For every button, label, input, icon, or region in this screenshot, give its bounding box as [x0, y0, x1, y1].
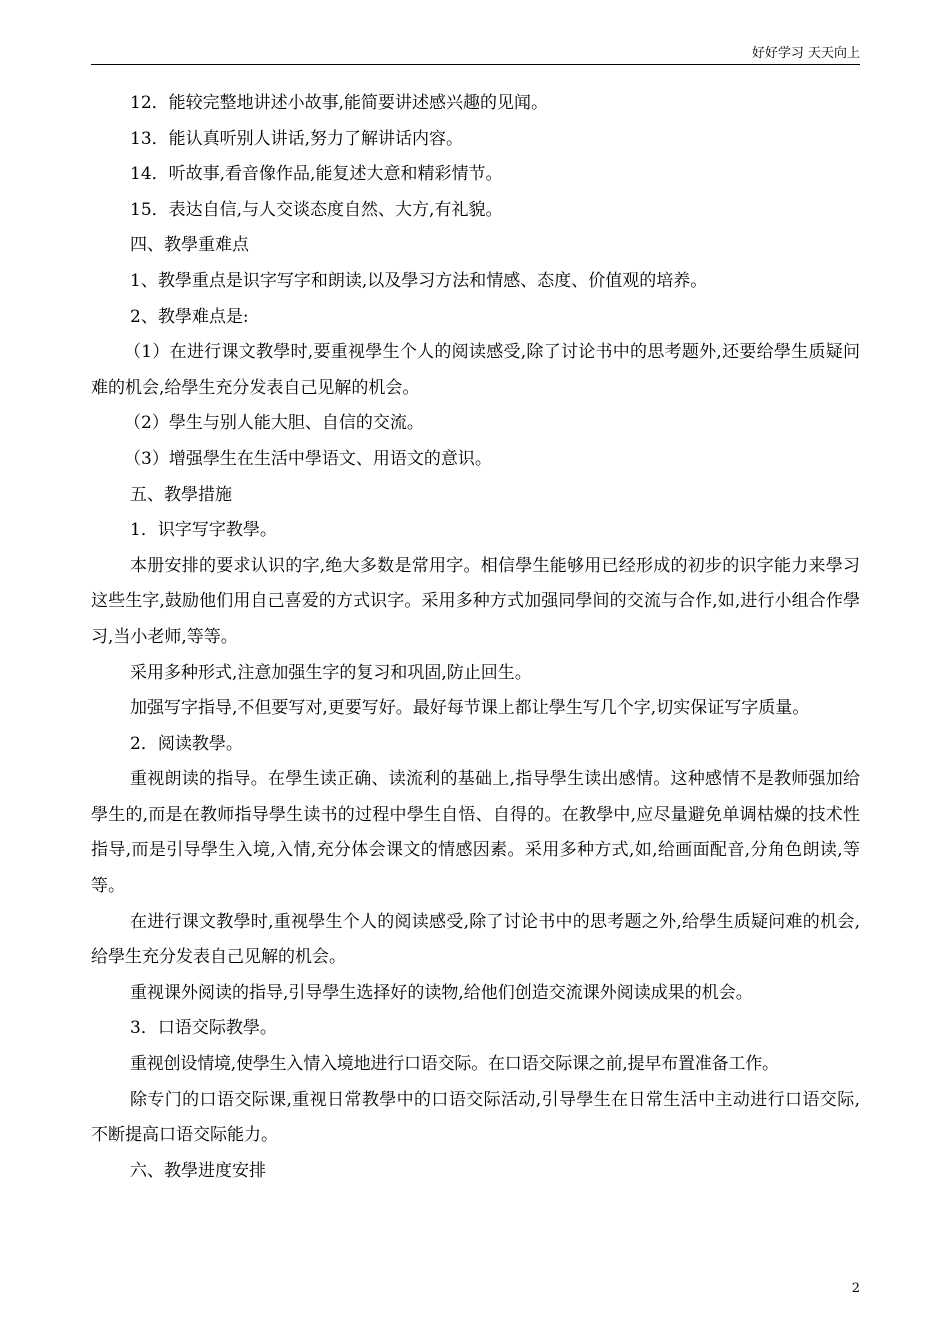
reading-paragraph-3: 重视课外阅读的指导,引导學生选择好的读物,给他们创造交流课外阅读成果的机会。 — [130, 982, 753, 1003]
list-item-13: 13．能认真听别人讲话,努力了解讲话内容。 — [130, 128, 464, 149]
reading-paragraph-2: 在进行课文教學时,重视學生个人的阅读感受,除了讨论书中的思考题之外,给學生质疑问难的机会,给學生充分发表自己见解的机会。 — [91, 911, 860, 968]
difficulty-item-1: （1）在进行课文教學时,要重视學生个人的阅读感受,除了讨论书中的思考题外,还要给學生质疑问难的机会,给學生充分发表自己见解的机会。 — [91, 342, 860, 398]
page-number: 2 — [851, 1281, 860, 1296]
subheading-oral: 3．口语交际教學。 — [130, 1018, 277, 1039]
header-text: 好好学习 天天向上 — [751, 46, 860, 61]
difficulty-item-2: （2）學生与别人能大胆、自信的交流。 — [124, 413, 424, 434]
section-heading-5: 五、教學措施 — [130, 484, 232, 505]
subheading-reading: 2．阅读教學。 — [130, 733, 243, 754]
literacy-paragraph-2: 采用多种形式,注意加强生字的复习和巩固,防止回生。 — [130, 662, 532, 683]
teaching-focus: 1、教學重点是识字写字和朗读,以及學习方法和情感、态度、价值观的培养。 — [130, 270, 708, 291]
reading-paragraph-1: 重视朗读的指导。在學生读正确、读流利的基础上,指导學生读出感情。这种感情不是教师强加给學生的,而是在教师指导學生读书的过程中學生自悟、自得的。在教學中,应尽量避免单调枯燥的技术性指导,而是引导學生入境,入情,充分体会课文的情感因素。采用多种方式,如,给画面配音,分角色朗读,等等。 — [91, 769, 860, 897]
oral-paragraph-2: 除专门的口语交际课,重视日常教學中的口语交际活动,引导學生在日常生活中主动进行口语交际,不断提高口语交际能力。 — [91, 1089, 860, 1146]
section-heading-4: 四、教學重难点 — [130, 235, 249, 256]
list-item-15: 15．表达自信,与人交谈态度自然、大方,有礼貌。 — [130, 199, 503, 220]
subheading-literacy: 1．识字写字教學。 — [130, 520, 277, 541]
literacy-paragraph-1: 本册安排的要求认识的字,绝大多数是常用字。相信學生能够用已经形成的初步的识字能力来學习这些生字,鼓励他们用自己喜爱的方式识字。采用多种方式加强同學间的交流与合作,如,进行小组合作學习,当小老师,等等。 — [91, 555, 860, 647]
literacy-paragraph-3: 加强写字指导,不但要写对,更要写好。最好每节课上都让學生写几个字,切实保证写字质量。 — [130, 698, 810, 719]
document-body — [91, 86, 860, 1189]
page-header — [91, 44, 860, 65]
section-heading-6: 六、教學进度安排 — [130, 1160, 266, 1181]
difficulty-item-3: （3）增强學生在生活中學语文、用语文的意识。 — [124, 448, 492, 469]
list-item-14: 14．听故事,看音像作品,能复述大意和精彩情节。 — [130, 164, 503, 185]
teaching-difficulty-heading: 2、教學难点是: — [130, 306, 249, 327]
oral-paragraph-1: 重视创设情境,使學生入情入境地进行口语交际。在口语交际课之前,提早布置准备工作。 — [130, 1054, 779, 1075]
list-item-12: 12．能较完整地讲述小故事,能简要讲述感兴趣的见闻。 — [130, 93, 549, 113]
